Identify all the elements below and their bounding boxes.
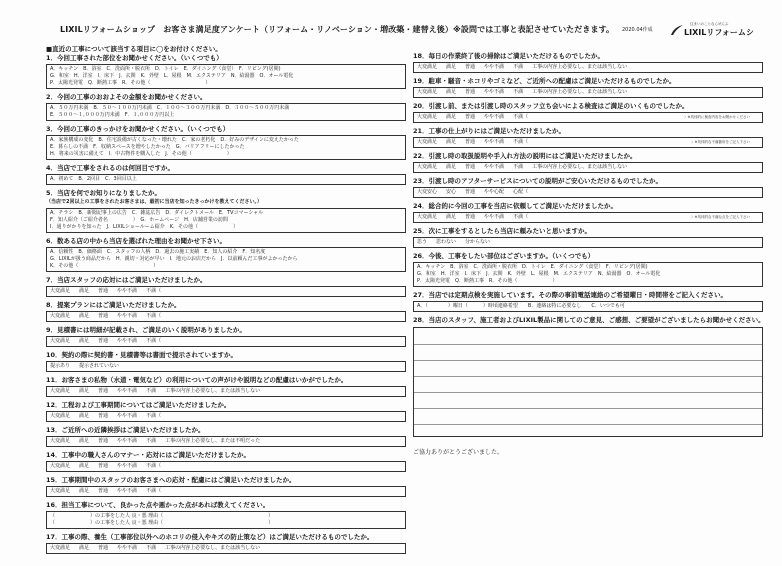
rating-option[interactable]: 不満	[513, 89, 524, 95]
rating-option[interactable]: 大変満足	[417, 164, 438, 170]
question-title: 24．総合的に今回の工事を当店に依頼してご満足いただけましたか。	[413, 202, 618, 210]
rating-option[interactable]: 大変満足	[50, 488, 71, 494]
rating-option[interactable]: やや不満	[117, 463, 138, 469]
logo-swoosh-icon	[670, 24, 684, 36]
rating-option[interactable]: 大変満足	[50, 545, 71, 551]
rating-option[interactable]: 普通	[98, 388, 109, 394]
rating-option[interactable]: 工事の内容上必要なし、または該当しない	[532, 64, 628, 70]
rating-option[interactable]: 大変満足	[50, 288, 71, 294]
survey-title: LIXILリフォームショップ お客さま満足度アンケート（リフォーム・リノベーション・増改築・建替え後）※設問では工事と表記させていただきます。	[60, 25, 615, 34]
rating-scale	[46, 486, 406, 497]
rating-option[interactable]: やや不満	[117, 488, 138, 494]
rating-option[interactable]: 満足	[79, 288, 90, 294]
answer-option-line[interactable]: A．家族構成の変化 B．住宅設備が古くなった・壊れた C．家の老朽化 D．好みのデザインに変えたかった	[50, 137, 299, 143]
rating-option[interactable]: 大変満足	[50, 313, 71, 319]
rating-option[interactable]: 普通	[98, 545, 109, 551]
question-title: 6．数ある店の中から当店を選ばれた理由をお聞かせ下さい。	[46, 237, 227, 245]
question-block	[46, 451, 406, 472]
answer-box	[46, 247, 406, 272]
rating-scale	[413, 87, 763, 98]
question-block	[46, 401, 406, 422]
question-block	[46, 326, 406, 347]
rating-option[interactable]: 満足	[446, 139, 457, 145]
comment-rule-line	[414, 376, 762, 377]
rating-option[interactable]: 普通	[98, 438, 109, 444]
answer-option-line[interactable]: F．知人紹介（ご紹介者名 ） G．ホームページ H．店舗営業の訪問	[50, 217, 228, 223]
rating-option[interactable]: やや不満	[484, 139, 505, 145]
question-title: 25．次に工事をするとしたら当店に頼みたいと思いますか。	[413, 227, 592, 235]
question-note: ）※具体的な不満箇所をご記入下さい	[691, 140, 750, 144]
answer-box	[413, 301, 763, 312]
rating-scale	[46, 311, 406, 322]
answer-option-line[interactable]: G．和室 H．洋室 I．床下 J．玄関 K．外壁 L．屋根 M．エクステリア N．給湯器 O．オール電化	[50, 73, 294, 79]
rating-option[interactable]: やや不満	[117, 545, 138, 551]
answer-option-line[interactable]: A．（ ）曜日（ ）時頃連絡希望 B．連絡は特に必要なし C．いつでも可	[417, 303, 625, 309]
comment-rule-line	[414, 392, 762, 393]
rating-option[interactable]: 提示されていない	[79, 363, 120, 369]
question-block	[46, 125, 406, 160]
rating-option[interactable]: 大変満足	[50, 338, 71, 344]
rating-scale	[413, 212, 763, 223]
left-column	[46, 54, 406, 558]
answer-option-line[interactable]: A．チラシ B．新聞記事上の広告 C．雑誌広告 D．ダイレクトメール E．TVコマーシャル	[50, 210, 264, 216]
rating-option[interactable]: 不満（	[146, 488, 162, 494]
rating-option[interactable]: 普通	[465, 89, 476, 95]
question-title: 21．工事の仕上がりにはご満足いただけましたか。	[413, 127, 566, 135]
rating-scale	[46, 286, 406, 297]
rating-option[interactable]: やや不満	[117, 413, 138, 419]
answer-option-line[interactable]: P．太陽光発電 Q．断熱工事 R．その他（ ）	[50, 80, 211, 86]
question-title: 18．毎日の作業終了後の掃除はご満足いただけるものでしたか。	[413, 52, 605, 60]
rating-option[interactable]: やや不満	[484, 214, 505, 220]
rating-option[interactable]: 工事の内容上必要なし、または該当しない	[532, 89, 628, 95]
comment-rule-line	[414, 344, 762, 345]
rating-option[interactable]: 分からない	[465, 239, 491, 245]
rating-scale	[413, 62, 763, 73]
answer-option-line[interactable]: G．LIXILが扱う商品だから H．親切・対応が早い I．地元のお店だから J．以前頼んだ工事がよかったから	[50, 256, 298, 262]
rating-option[interactable]: 大変満足	[417, 64, 438, 70]
rating-option[interactable]: やや不満	[117, 313, 138, 319]
question-block	[413, 102, 763, 123]
rating-option[interactable]: 不満（	[146, 313, 162, 319]
rating-scale	[413, 112, 763, 123]
question-title: 22．引渡し時の取扱説明や手入れ方法の説明にはご満足いただけましたか。	[413, 152, 637, 160]
rating-scale	[413, 187, 763, 198]
rating-option[interactable]: 大変満足	[50, 463, 71, 469]
rating-scale	[46, 336, 406, 347]
question-note: ）※具体的な不満な点をご記入下さい	[691, 215, 750, 219]
rating-option[interactable]: やや不満	[117, 438, 138, 444]
rating-option[interactable]: 不満（	[146, 463, 162, 469]
rating-option[interactable]: やや不満	[117, 288, 138, 294]
rating-option[interactable]: 大変安心	[417, 189, 438, 195]
question-block	[46, 351, 406, 372]
lixil-logo	[670, 22, 760, 38]
question-title: 7．当店スタッフの応対にはご満足いただけましたか。	[46, 276, 207, 284]
rating-option[interactable]: 満足	[446, 214, 457, 220]
question-title: 19．駐車・騒音・ホコリやゴミなど、ご近所への配慮はご満足いただけるものでしたか。	[413, 77, 676, 85]
question-block	[413, 152, 763, 173]
question-subtitle: （当店で2回以上の工事をされたお客さまは、最初に当店を知ったきっかけを教えてください。）	[46, 199, 262, 205]
rating-option[interactable]: 普通	[465, 114, 476, 120]
rating-option[interactable]: 大変満足	[50, 413, 71, 419]
rating-option[interactable]: 満足	[79, 545, 90, 551]
answer-option-line[interactable]: （ ）の工事をした人 良・悪 理由（ ）	[50, 520, 274, 526]
question-block	[413, 227, 763, 248]
rating-option[interactable]: やや不満	[484, 114, 505, 120]
question-title: 12．工程および工事期間についてはご満足いただけましたか。	[46, 401, 231, 409]
rating-option[interactable]: 大変満足	[50, 438, 71, 444]
answer-option-line[interactable]: K．その他（ ）	[50, 263, 159, 269]
rating-option[interactable]: 満足	[79, 463, 90, 469]
question-title: 8．提案プランにはご満足いただけましたか。	[46, 301, 181, 309]
question-block	[46, 533, 406, 554]
question-block	[413, 77, 763, 98]
question-block	[46, 476, 406, 497]
question-title: 14．工事中の職人さんのマナー・応対にはご満足いただけましたか。	[46, 451, 251, 459]
answer-option-line[interactable]: G．和室 H．洋室 I．床下 J．玄関 K．外壁 L．屋根 M．エクステリア N．給湯器 O．オール電化	[417, 271, 661, 277]
rating-option[interactable]: 満足	[79, 488, 90, 494]
rating-scale	[46, 411, 406, 422]
answer-option-line[interactable]: I．通りがかりを知った J．LIXILショールーム紹介 K．その他（ ）	[50, 224, 238, 230]
answer-box	[46, 511, 406, 529]
rating-scale	[46, 386, 406, 397]
rating-option[interactable]: 不満（	[146, 413, 162, 419]
rating-option[interactable]: 安心	[446, 189, 457, 195]
rating-scale	[413, 137, 763, 148]
answer-option-line[interactable]: H．将来の災害に備えて I．中古物件を購入した J．その他（ ）	[50, 151, 232, 157]
rating-option[interactable]: 不満	[513, 164, 524, 170]
logo-tagline: 住まいのことならぜんぶ	[690, 22, 729, 26]
rating-scale	[46, 436, 406, 447]
rating-option[interactable]: 大変満足	[417, 139, 438, 145]
thank-you-message: ご協力ありがとうございました。	[413, 449, 504, 456]
rating-option[interactable]: 不満（	[513, 214, 529, 220]
question-block	[46, 189, 406, 233]
rating-option[interactable]: 普通	[465, 164, 476, 170]
answer-option-line[interactable]: E．５００～１,０００万円未満 F．１,０００万円以上	[50, 112, 175, 118]
header	[60, 22, 760, 38]
question-title: 23．引渡し時のアフターサービスについての説明がご安心いただけるものでしたか。	[413, 177, 662, 185]
rating-option[interactable]: 普通	[465, 64, 476, 70]
rating-scale	[413, 237, 763, 248]
comment-rule-line	[414, 360, 762, 361]
question-block	[413, 52, 763, 73]
rating-option[interactable]: 普通	[98, 488, 109, 494]
rating-option[interactable]: 普通	[465, 189, 476, 195]
question-block	[46, 301, 406, 322]
question-title: 2．今回の工事のおおよその金額をお聞かせください。	[46, 93, 207, 101]
answer-option-line[interactable]: A．５０万円未満 B．５０～１００万円未満 C．１００～３００万円未満 D．３００～５００万円未満	[50, 105, 290, 111]
comment-rule-line	[414, 424, 762, 425]
rating-option[interactable]: やや不満	[484, 164, 505, 170]
rating-option[interactable]: 不満	[146, 438, 157, 444]
rating-option[interactable]: やや不満	[117, 388, 138, 394]
answer-option-line[interactable]: （ ）の工事をした人 良・悪 理由（ ）	[50, 513, 274, 519]
question-note: ）※具体的に検査内容をお聞かせください	[684, 115, 750, 119]
rating-option[interactable]: 工事の内容上必要なし、または該当しない	[532, 164, 628, 170]
question-block	[413, 252, 763, 287]
question-block	[413, 127, 763, 148]
rating-option[interactable]: やや不満	[484, 89, 505, 95]
rating-scale	[46, 461, 406, 472]
question-block	[46, 276, 406, 297]
rating-option[interactable]: 思わない	[436, 239, 457, 245]
comment-box[interactable]	[413, 327, 763, 437]
answer-box	[413, 262, 763, 287]
answer-box	[46, 135, 406, 160]
question-title: 20．引渡し前、または引渡し時のスタッフ立ち会いによる検査はご満足のいくものでしたか。	[413, 102, 689, 110]
question-block	[46, 376, 406, 397]
rating-option[interactable]: 不満（	[146, 288, 162, 294]
rating-option[interactable]: 満足	[79, 413, 90, 419]
question-block	[413, 316, 763, 456]
answer-option-line[interactable]: A．信頼性 B．価格面 C．スタッフの人柄 D．過去の施工実績 E．知人の紹介 F．知名度	[50, 249, 266, 255]
rating-option[interactable]: 不満	[146, 388, 157, 394]
rating-option[interactable]: 心配（	[513, 189, 529, 195]
answer-box	[46, 64, 406, 89]
rating-option[interactable]: 満足	[79, 438, 90, 444]
question-block	[46, 426, 406, 447]
rating-option[interactable]: 満足	[446, 114, 457, 120]
rating-option[interactable]: 普通	[98, 413, 109, 419]
rating-scale	[46, 543, 406, 554]
rating-option[interactable]: 満足	[446, 89, 457, 95]
rating-option[interactable]: 不満	[513, 64, 524, 70]
rating-option[interactable]: 工事の内容上必要なし、または該当しない	[165, 545, 261, 551]
comment-rule-line	[414, 408, 762, 409]
intro-instruction: ■直近の工事について該当する項目に◯をお付けください。	[46, 45, 222, 53]
question-title: 3．今回の工事のきっかけをお聞かせください。（いくつでも）	[46, 125, 230, 133]
revision-date: 2020.04作成	[622, 27, 653, 33]
question-title: 9．見積書には明細が記載され、ご満足のいく説明がありましたか。	[46, 326, 246, 334]
rating-option[interactable]: 大変満足	[417, 89, 438, 95]
rating-option[interactable]: 不満（	[513, 139, 529, 145]
rating-option[interactable]: 普通	[98, 313, 109, 319]
question-title: 17．工事の際、養生（工事部位以外へのホコリの侵入やキズの防止策など）はご満足いただけるものでしたか。	[46, 533, 374, 541]
question-block	[413, 177, 763, 198]
rating-option[interactable]: 不満（	[146, 338, 162, 344]
rating-option[interactable]: 不満	[146, 545, 157, 551]
rating-scale	[413, 162, 763, 173]
question-title: 10．契約の際に契約書・見積書等は書面で提示されていますか。	[46, 351, 238, 359]
rating-option[interactable]: 普通	[98, 288, 109, 294]
question-title: 26．今後、工事をしたい部位はございますか。（いくつでも）	[413, 252, 595, 260]
question-block	[46, 164, 406, 185]
rating-option[interactable]: 大変満足	[417, 214, 438, 220]
answer-option-line[interactable]: A．キッチン B．浴室 C．洗面所・脱衣所 D．トイレ E．ダイニング（食堂） F．リビング(居間)	[50, 66, 281, 72]
rating-option[interactable]: やや不満	[117, 338, 138, 344]
question-title: 1．今回工事された部位をお聞かせください。（いくつでも）	[46, 54, 223, 62]
question-title: 4．当店で工事をされるのは何回目ですか。	[46, 164, 175, 172]
rating-option[interactable]: やや心配	[484, 189, 505, 195]
rating-option[interactable]: 大変満足	[417, 114, 438, 120]
answer-box	[46, 208, 406, 233]
question-block	[413, 291, 763, 312]
rating-option[interactable]: 大変満足	[50, 388, 71, 394]
question-block	[46, 54, 406, 89]
question-title: 11．お客さまの私物（水道・電気など）の利用についての声がけや説明などの配慮はいかがでしたか。	[46, 376, 348, 384]
rating-option[interactable]: 普通	[98, 338, 109, 344]
rating-option[interactable]: 提示あり	[50, 363, 71, 369]
question-block	[46, 501, 406, 529]
question-title: 27．当店では定期点検を実施しています。その際の事前電話連絡のご希望曜日・時間帯をご記入ください。	[413, 291, 728, 299]
question-block	[46, 237, 406, 272]
rating-option[interactable]: 満足	[79, 388, 90, 394]
rating-option[interactable]: 工事の内容上必要なし、または不明だった	[165, 438, 261, 444]
rating-option[interactable]: 満足	[446, 64, 457, 70]
right-column	[413, 52, 763, 460]
rating-option[interactable]: 普通	[98, 463, 109, 469]
rating-option[interactable]: 満足	[79, 313, 90, 319]
answer-option-line[interactable]: A．キッチン B．浴室 C．洗面所・脱衣所 D．トイレ E．ダイニング（食堂） F．リビング(居間)	[417, 264, 648, 270]
question-title: 15．工事期間中のスタッフのお客さまへの応対・配慮にはご満足いただけましたか。	[46, 476, 296, 484]
rating-option[interactable]: 普通	[465, 214, 476, 220]
answer-option-line[interactable]: E．暮らしの不満 F．収納スペースを増やしたかった G．バリアフリーにしたかった	[50, 144, 245, 150]
rating-scale	[46, 361, 406, 372]
question-title: 13．ご近所への近隣挨拶はご満足いただけましたか。	[46, 426, 205, 434]
question-title: 5．当店を何でお知りになりましたか。	[46, 189, 162, 197]
rating-option[interactable]: 普通	[465, 139, 476, 145]
rating-option[interactable]: 思う	[417, 239, 428, 245]
rating-option[interactable]: やや不満	[484, 64, 505, 70]
answer-option-line[interactable]: A．初めて B．2回目 C．3回目以上	[50, 176, 137, 182]
answer-box	[46, 103, 406, 121]
question-block	[46, 93, 406, 121]
logo-text: LIXILリフォームシ	[684, 28, 754, 37]
rating-option[interactable]: 満足	[79, 338, 90, 344]
rating-option[interactable]: 工事の内容上必要なし、または該当しない	[165, 388, 261, 394]
answer-box	[46, 174, 406, 185]
answer-option-line[interactable]: P．太陽光発電 Q．断熱工事 R．その他（ ）	[417, 278, 558, 284]
question-block	[413, 202, 763, 223]
question-title: 28．当店のスタッフ、施工者およびLIXIL製品に関してのご意見、ご感想、ご要望がございましたらお聞かせください。	[413, 316, 765, 324]
rating-option[interactable]: 満足	[446, 164, 457, 170]
rating-option[interactable]: 不満（	[513, 114, 529, 120]
question-title: 16．担当工事について、良かった点や悪かった点があれば教えてください。	[46, 501, 270, 509]
